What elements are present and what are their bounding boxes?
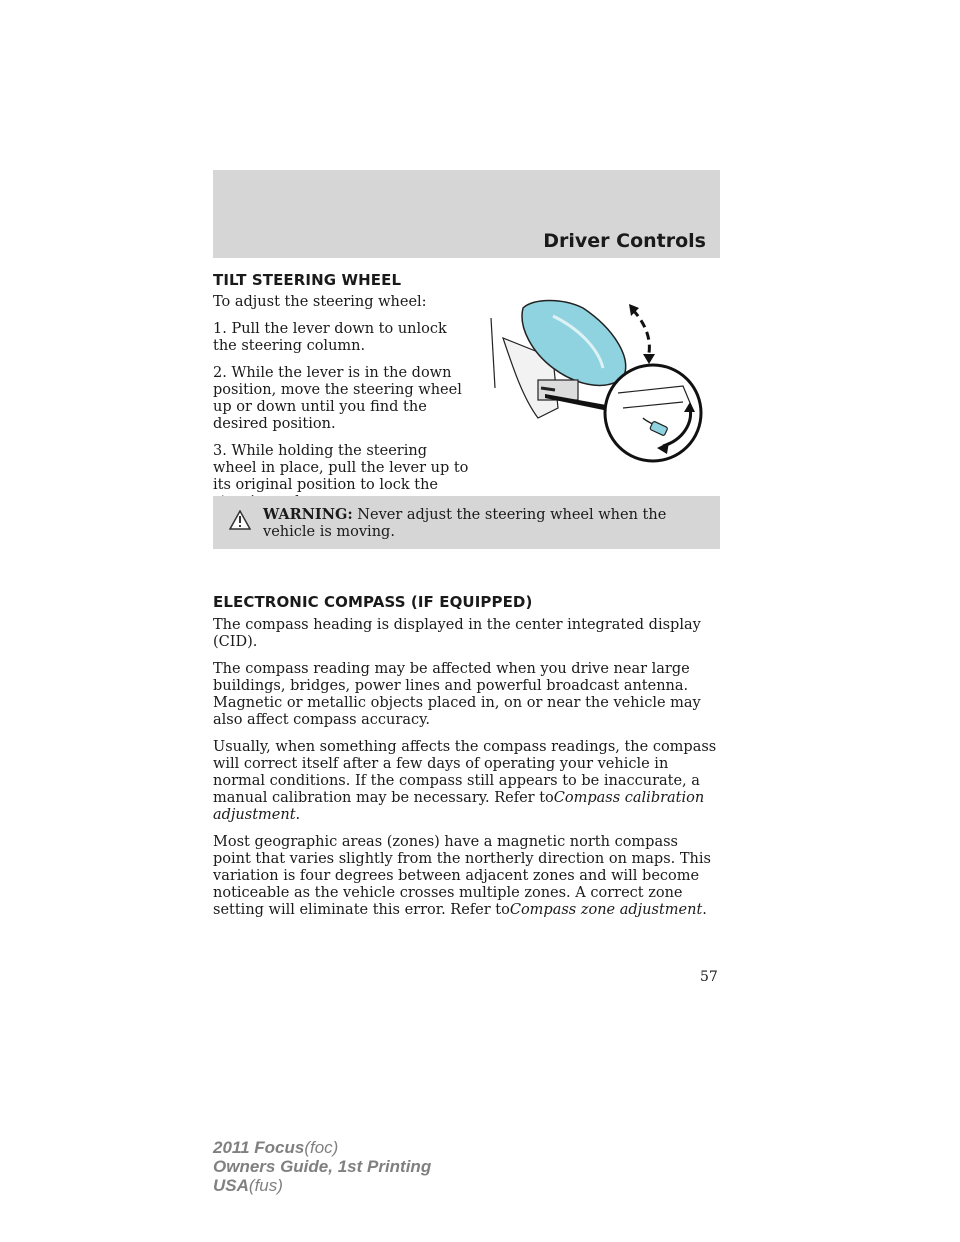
section-title: Driver Controls xyxy=(543,230,706,252)
compass-zone-ref: Compass zone adjustment xyxy=(509,902,703,918)
steering-wheel-illustration xyxy=(483,298,703,478)
compass-heading: ELECTRONIC COMPASS (IF EQUIPPED) xyxy=(213,593,533,611)
warning-box xyxy=(213,496,720,549)
footer-region-code: (fus) xyxy=(248,1176,283,1195)
compass-paragraph-3-text: Usually, when something affects the compass readings, the compass will correct itself after a few days of operating your vehicle in normal conditions. If the compass still appears to be inaccurate, a manual calibration may be necessary. Refer to xyxy=(213,739,717,806)
warning-message: Never adjust the steering wheel when the vehicle is moving. xyxy=(263,507,667,540)
footer-model-code: (foc) xyxy=(304,1138,339,1157)
footer xyxy=(213,1138,431,1195)
compass-paragraph-4: Most geographic areas (zones) have a magnetic north compass point that varies slightly from the northerly direction on maps. This variation is four degrees between adjacent zones and will become noticeable as the vehicle crosses multiple zones. A correct zone setting will eliminate this error. Refer toCompass zone adjustment. xyxy=(213,834,711,918)
tilt-intro: To adjust the steering wheel: xyxy=(213,294,427,310)
footer-guide: Owners Guide, 1st Printing xyxy=(213,1157,432,1176)
tilt-step-1: 1. Pull the lever down to unlock the steering column. xyxy=(213,321,447,354)
warning-text xyxy=(263,506,713,541)
compass-paragraph-2: The compass reading may be affected when you drive near large buildings, bridges, power lines and powerful broadcast antenna. Magnetic or metallic objects placed in, on or near the vehicle may also affect compass accuracy. xyxy=(213,661,701,728)
tilt-heading: TILT STEERING WHEEL xyxy=(213,271,402,289)
footer-model: 2011 Focus xyxy=(213,1138,305,1157)
compass-paragraph-1: The compass heading is displayed in the center integrated display (CID). xyxy=(213,617,701,650)
warning-label: WARNING: xyxy=(263,506,353,523)
footer-region: USA xyxy=(213,1176,249,1195)
tilt-step-3: 3. While holding the steering wheel in place, pull the lever up to its original position to lock the xyxy=(213,443,469,493)
warning-triangle-icon xyxy=(229,510,251,530)
compass-paragraph-4-text: Most geographic areas (zones) have a magnetic north compass point that varies slightly from the northerly direction on maps. This variation is four degrees between adjacent zones and will become noticeable as the vehicle crosses multiple zones. A correct zone setting will eliminate this error. Refer to xyxy=(213,834,711,918)
page-number: 57 xyxy=(700,969,718,985)
compass-paragraph-3: Usually, when something affects the compass readings, the compass will correct itself after a few days of operating your vehicle in normal conditions. If the compass still appears to be inaccurate, a manual calibration may be necessary. Refer toCompass calibration adjustment. xyxy=(213,739,717,823)
compass-calibration-ref: Compass calibration adjustment xyxy=(213,790,705,823)
section-header-bar xyxy=(213,170,720,258)
tilt-instructions xyxy=(213,294,473,521)
tilt-step-2: 2. While the lever is in the down position, move the steering wheel up or down until you find the desired position. xyxy=(213,365,462,432)
compass-body xyxy=(213,617,720,929)
